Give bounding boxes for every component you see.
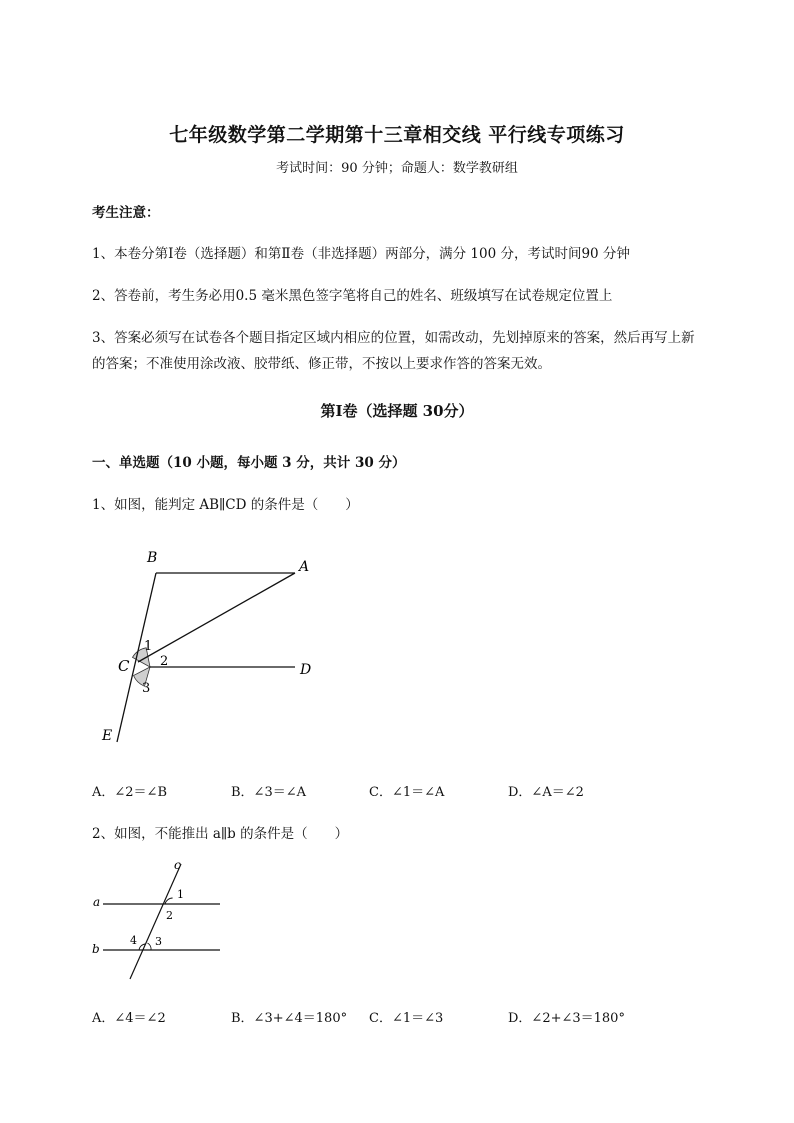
notice-item-1: 1、本卷分第Ⅰ卷（选择题）和第Ⅱ卷（非选择题）两部分，满分 100 分，考试时间90 分钟 [92, 246, 630, 262]
notice-heading: 考生注意： [92, 205, 160, 221]
question-2-option-a[interactable]: A．∠4＝∠2 [92, 1011, 166, 1026]
exam-info: 考试时间：90 分钟；命题人：数学教研组 [276, 161, 518, 176]
notice-item-3: 3、答案必须写在试卷各个题目指定区域内相应的位置，如需改动，先划掉原来的答案，然后再写上新 [92, 330, 695, 346]
question-2-stem: 2、如图，不能推出 a∥b 的条件是（ ） [92, 826, 349, 842]
label-angle-3: 3 [155, 935, 162, 948]
question-2-figure [88, 858, 228, 984]
label-A: A [299, 559, 310, 575]
label-C: C [118, 657, 130, 675]
notice-item-3-cont: 的答案；不准使用涂改液、胶带纸、修正带，不按以上要求作答的答案无效。 [92, 356, 551, 372]
label-a: a [93, 895, 101, 909]
question-2-option-b[interactable]: B．∠3+∠4＝180° [231, 1011, 348, 1026]
label-angle-4: 4 [130, 934, 137, 947]
question-1-stem: 1、如图，能判定 AB∥CD 的条件是（ ） [92, 497, 359, 513]
part-heading: 一、单选题（10 小题，每小题 3 分，共计 30 分） [92, 455, 406, 471]
label-angle-2: 2 [160, 654, 169, 669]
notice-item-2: 2、答卷前，考生务必用0.5 毫米黑色签字笔将自己的姓名、班级填写在试卷规定位置上 [92, 288, 613, 304]
page-title: 七年级数学第二学期第十三章相交线 平行线专项练习 [169, 124, 625, 146]
line-c [130, 864, 181, 979]
line-ac [138, 573, 295, 662]
question-1-option-d[interactable]: D．∠A＝∠2 [508, 785, 584, 800]
label-angle-2: 2 [166, 909, 173, 922]
question-2-option-d[interactable]: D．∠2+∠3＝180° [508, 1011, 625, 1026]
label-D: D [300, 662, 312, 678]
question-1-option-b[interactable]: B．∠3＝∠A [231, 785, 306, 800]
section-title: 第Ⅰ卷（选择题 30分） [320, 402, 474, 420]
question-1-option-a[interactable]: A．∠2＝∠B [92, 785, 167, 800]
label-angle-1: 1 [144, 639, 153, 654]
label-c: c [174, 858, 181, 872]
question-1-option-c[interactable]: C．∠1＝∠A [369, 785, 445, 800]
label-angle-1: 1 [177, 888, 184, 901]
question-2-option-c[interactable]: C．∠1＝∠3 [369, 1011, 444, 1026]
label-B: B [147, 550, 158, 566]
question-1-figure [90, 540, 330, 750]
label-b: b [92, 942, 100, 956]
label-E: E [102, 728, 113, 744]
label-angle-3: 3 [142, 681, 151, 696]
angle-3-arc [148, 943, 152, 950]
